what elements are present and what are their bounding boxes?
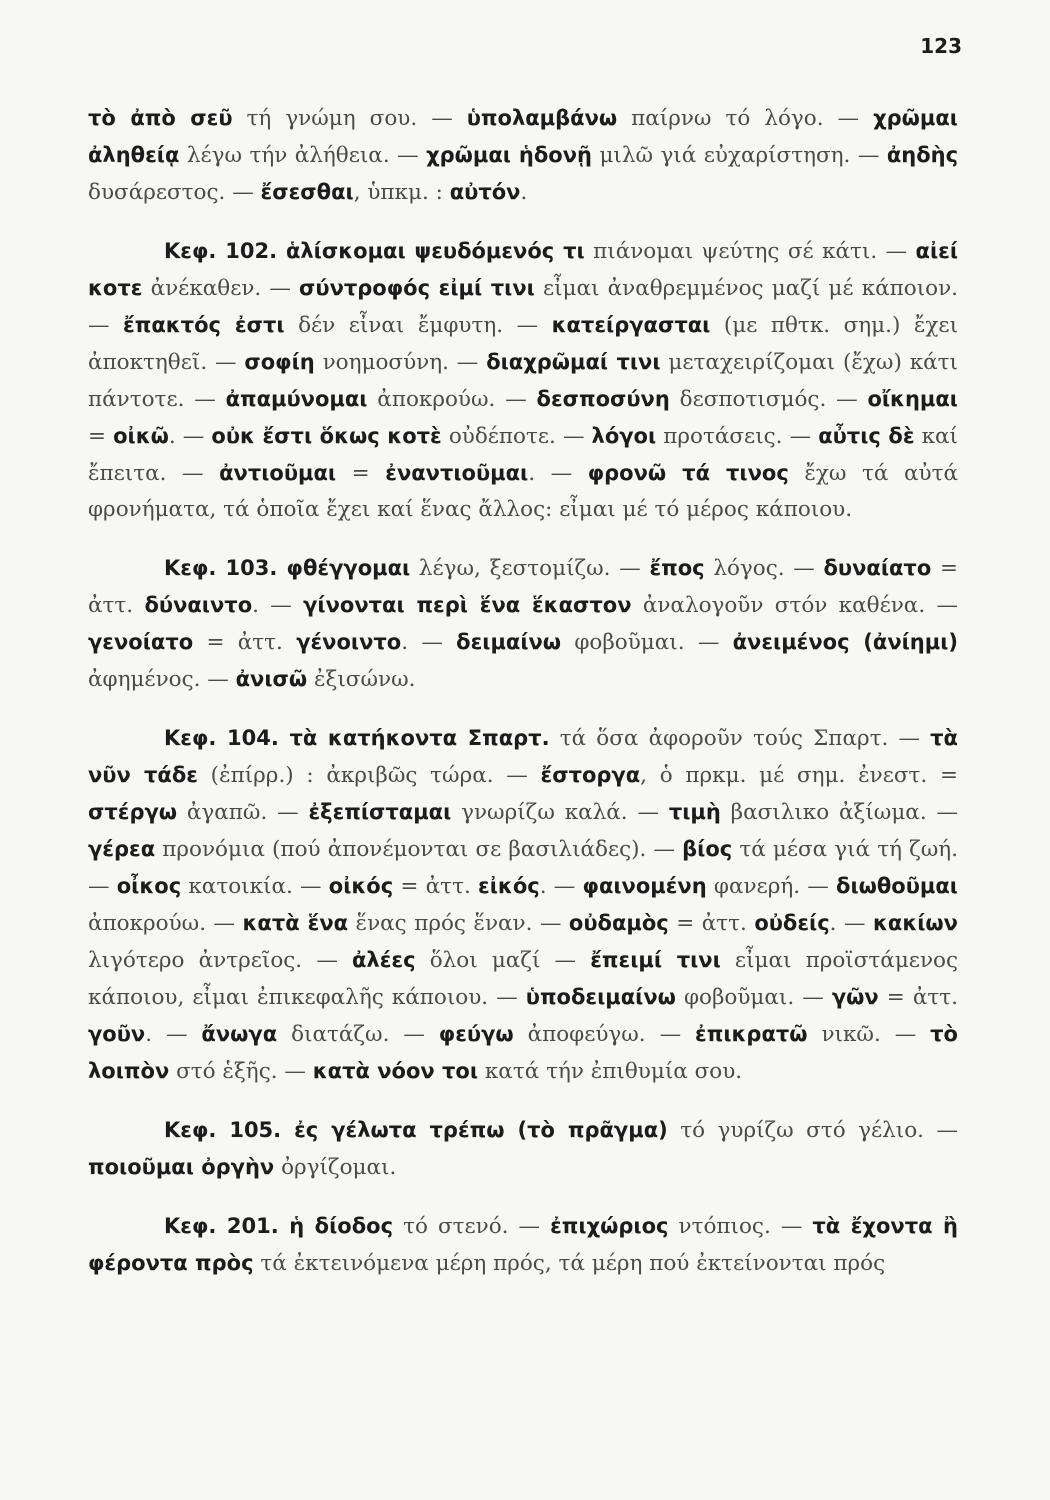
glossary-term: ἐξεπίσταμαι: [308, 800, 452, 824]
glossary-definition: παίρνω τό λόγο. —: [617, 106, 874, 131]
glossary-definition: βασιλικο ἀξίωμα. —: [720, 800, 958, 825]
glossary-term: γέρεα: [88, 837, 156, 861]
glossary-term: φρονῶ τά τινος: [587, 461, 789, 485]
glossary-definition: . —: [401, 630, 457, 655]
glossary-term: αὐτόν: [449, 180, 521, 204]
glossary-definition: καί ἔπειτα. —: [88, 424, 958, 486]
glossary-term: Κεφ. 103.: [164, 556, 287, 580]
glossary-definition: φοβοῦμαι. —: [561, 630, 733, 655]
glossary-term: βίος: [682, 837, 733, 861]
glossary-term: δύναιντο: [144, 593, 253, 617]
glossary-definition: προτάσεις. —: [656, 424, 819, 449]
glossary-term: κατείργασται: [551, 313, 711, 337]
glossary-term: χρῶμαι ἀληθείᾳ: [88, 106, 958, 167]
glossary-paragraph: [88, 1208, 958, 1282]
glossary-term: ἐπιχώριος: [550, 1214, 669, 1238]
glossary-term: ἄνωγα: [201, 1022, 278, 1046]
glossary-definition: διατάζω. —: [277, 1022, 439, 1047]
glossary-term: λόγοι: [591, 424, 657, 448]
glossary-term: δυναίατο: [823, 556, 932, 580]
glossary-term: τὰ νῦν τάδε: [88, 726, 958, 787]
glossary-term: ὑπολαμβάνω: [466, 106, 618, 130]
glossary-term: ἐπικρατῶ: [695, 1022, 808, 1046]
glossary-term: ἐναντιοῦμαι: [385, 461, 529, 485]
glossary-definition: φοβοῦμαι. —: [675, 985, 832, 1010]
glossary-definition: , ὑπκμ. :: [353, 180, 450, 205]
glossary-term: χρῶμαι ἡδονῇ: [426, 143, 592, 167]
glossary-definition: (με πθτκ. σημ.) ἔχει ἀποκτηθεῖ. —: [88, 313, 958, 375]
glossary-term: σύντροφός εἰμί τινι: [299, 276, 535, 300]
glossary-term: σοφίη: [244, 350, 315, 374]
glossary-definition: ἐξισώνω.: [307, 667, 416, 692]
glossary-definition: = ἀττ.: [668, 911, 755, 936]
glossary-term: οἶκος: [116, 874, 182, 898]
glossary-definition: λέγω, ξεστομίζω. —: [410, 556, 650, 581]
glossary-term: φαινομένη: [582, 874, 707, 898]
glossary-definition: ἀναλογοῦν στόν καθένα. —: [631, 593, 958, 618]
glossary-paragraph: [88, 550, 958, 698]
glossary-definition: λιγότερο ἀντρεῖος. —: [88, 948, 352, 973]
glossary-definition: ὀργίζομαι.: [274, 1155, 397, 1180]
glossary-paragraph: [88, 100, 958, 211]
glossary-definition: ἀφημένος. —: [88, 667, 236, 692]
glossary-definition: νοημοσύνη. —: [314, 350, 487, 375]
glossary-term: αὖτις δὲ: [818, 424, 915, 448]
glossary-definition: τά ὅσα ἀφοροῦν τούς Σπαρτ. —: [549, 726, 931, 751]
glossary-term: κακίων: [872, 911, 958, 935]
glossary-term: ἁλίσκομαι ψευδόμενός τι: [285, 239, 585, 263]
glossary-term: ἀνισῶ: [235, 667, 308, 691]
glossary-definition: φανερή. —: [706, 874, 837, 899]
glossary-definition: =: [336, 461, 386, 486]
glossary-definition: . —: [539, 874, 583, 899]
glossary-term: Κεφ. 104.: [164, 726, 290, 750]
glossary-definition: λέγω τήν ἀλήθεια. —: [179, 143, 427, 168]
glossary-term: ἔπος: [649, 556, 705, 580]
glossary-definition: εἶμαι προϊστάμενος κάποιου, εἶμαι ἐπικεφαλῆς κάποιου. —: [88, 948, 958, 1010]
glossary-term: οὐδείς: [754, 911, 830, 935]
glossary-term: οἰκῶ: [113, 424, 169, 448]
glossary-term: φεύγω: [438, 1022, 514, 1046]
glossary-term: ἐς γέλωτα τρέπω (τὸ πρᾶγμα): [294, 1118, 668, 1142]
glossary-paragraph: [88, 1112, 958, 1186]
glossary-definition: δέν εἶναι ἔμφυτη. —: [284, 313, 552, 338]
glossary-definition: μεταχειρίζομαι (ἔχω) κάτι πάντοτε. —: [88, 350, 958, 412]
glossary-term: γοῦν: [88, 1022, 146, 1046]
glossary-term: διαχρῶμαί τινι: [486, 350, 661, 374]
glossary-definition: ἕνας πρός ἕναν. —: [348, 911, 569, 936]
glossary-definition: πιάνομαι ψεύτης σέ κάτι. —: [584, 239, 916, 264]
glossary-term: τὰ κατήκοντα Σπαρτ.: [289, 726, 550, 750]
glossary-definition: μιλῶ γιά εὐχαρίστηση. —: [591, 143, 887, 168]
glossary-term: οἰκός: [328, 874, 394, 898]
glossary-term: διωθοῦμαι: [836, 874, 958, 898]
glossary-term: στέργω: [88, 800, 178, 824]
glossary-definition: γνωρίζω καλά. —: [451, 800, 669, 825]
glossary-definition: οὐδέποτε. —: [441, 424, 592, 449]
glossary-definition: λόγος. —: [704, 556, 824, 581]
glossary-term: ποιοῦμαι ὀργὴν: [88, 1155, 275, 1179]
glossary-term: τὸ λοιπὸν: [88, 1022, 958, 1083]
glossary-definition: ἀνέκαθεν. —: [142, 276, 300, 301]
glossary-term: φθέγγομαι: [286, 556, 411, 580]
glossary-definition: ἀγαπῶ. —: [177, 800, 309, 825]
glossary-definition: = ἀττ.: [393, 874, 479, 899]
glossary-term: ἔστοργα: [540, 763, 641, 787]
glossary-definition: (ἐπίρρ.) : ἀκριβῶς τώρα. —: [197, 763, 541, 788]
glossary-term: δειμαίνω: [456, 630, 562, 654]
glossary-definition: στό ἑξῆς. —: [169, 1059, 313, 1084]
glossary-definition: ἀποφεύγω. —: [513, 1022, 696, 1047]
glossary-definition: ἔχω τά αὐτά φρονήματα, τά ὁποῖα ἔχει καί ἕνας ἄλλος: εἶμαι μέ τό μέρος κάποιου.: [88, 461, 958, 522]
glossary-term: κατὰ ἕνα: [242, 911, 349, 935]
glossary-term: ὑποδειμαίνω: [525, 985, 676, 1009]
glossary-definition: . —: [528, 461, 588, 486]
glossary-definition: κατοικία. —: [181, 874, 329, 899]
glossary-term: Κεφ. 201.: [164, 1214, 290, 1238]
glossary-definition: προνόμια (πού ἀπονέμονται σε βασιλιάδες). —: [155, 837, 683, 862]
glossary-definition: νικῶ. —: [807, 1022, 931, 1047]
glossary-definition: τή γνώμη σου. —: [232, 106, 467, 131]
glossary-term: γίνονται περὶ ἕνα ἕκαστον: [303, 593, 632, 617]
glossary-term: ἔσεσθαι: [260, 180, 354, 204]
glossary-definition: = ἀττ.: [193, 630, 297, 655]
glossary-term: γενοίατο: [88, 630, 194, 654]
glossary-definition: δεσποτισμός. —: [669, 387, 868, 412]
glossary-term: ἀντιοῦμαι: [219, 461, 337, 485]
glossary-term: τιμὴ: [668, 800, 721, 824]
glossary-term: ἡ δίοδος: [289, 1214, 394, 1238]
glossary-definition: εἶμαι ἀναθρεμμένος μαζί μέ κάποιον. —: [88, 276, 958, 338]
glossary-term: Κεφ. 102.: [164, 239, 286, 263]
glossary-definition: . —: [145, 1022, 202, 1047]
glossary-term: τὸ ἀπὸ σεῦ: [88, 106, 233, 130]
glossary-definition: ἀποκρούω. —: [367, 387, 537, 412]
glossary-definition: = ἀττ.: [88, 556, 958, 618]
glossary-term: γῶν: [831, 985, 879, 1009]
glossary-paragraph: [88, 233, 958, 528]
glossary-term: τὰ ἔχοντα ἢ φέροντα πρὸς: [88, 1214, 958, 1275]
glossary-definition: τά ἐκτεινόμενα μέρη πρός, τά μέρη πού ἐκτείνονται πρός: [253, 1251, 886, 1276]
glossary-term: οὐκ ἔστι ὅκως κοτὲ: [211, 424, 442, 448]
glossary-term: ἀηδὴς: [886, 143, 959, 167]
glossary-term: ἀπαμύνομαι: [225, 387, 368, 411]
glossary-text: [88, 100, 958, 1304]
glossary-paragraph: [88, 720, 958, 1090]
page-number: 123: [920, 34, 962, 58]
glossary-term: ἔπακτός ἐστι: [123, 313, 285, 337]
glossary-term: κατὰ νόον τοι: [312, 1059, 479, 1083]
glossary-term: ἔπειμί τινι: [590, 948, 721, 972]
glossary-term: γένοιντο: [296, 630, 402, 654]
glossary-term: οἴκημαι: [867, 387, 958, 411]
glossary-definition: =: [88, 424, 114, 449]
glossary-definition: δυσάρεστος. —: [88, 180, 261, 205]
glossary-definition: = ἀττ.: [878, 985, 959, 1010]
glossary-definition: τό γυρίζω στό γέλιο. —: [667, 1118, 958, 1143]
glossary-term: εἰκός: [478, 874, 540, 898]
glossary-definition: ἀποκρούω. —: [88, 911, 243, 936]
glossary-definition: .: [520, 180, 528, 205]
glossary-definition: ὅλοι μαζί —: [415, 948, 591, 973]
glossary-term: ἀλέες: [351, 948, 416, 972]
glossary-definition: , ὁ πρκμ. μέ σημ. ἐνεστ. =: [640, 763, 958, 788]
glossary-definition: . —: [168, 424, 212, 449]
glossary-definition: . —: [829, 911, 873, 936]
glossary-term: ἀνειμένος (ἀνίημι): [732, 630, 958, 654]
glossary-definition: τά μέσα γιά τή ζωή. —: [88, 837, 958, 899]
glossary-term: δεσποσύνη: [536, 387, 670, 411]
glossary-term: οὐδαμὸς: [568, 911, 669, 935]
glossary-term: αἰεί κοτε: [88, 239, 958, 300]
glossary-definition: ντόπιος. —: [668, 1214, 813, 1239]
glossary-term: Κεφ. 105.: [164, 1118, 295, 1142]
glossary-definition: κατά τήν ἐπιθυμία σου.: [478, 1059, 743, 1084]
glossary-definition: . —: [252, 593, 304, 618]
glossary-definition: τό στενό. —: [393, 1214, 551, 1239]
